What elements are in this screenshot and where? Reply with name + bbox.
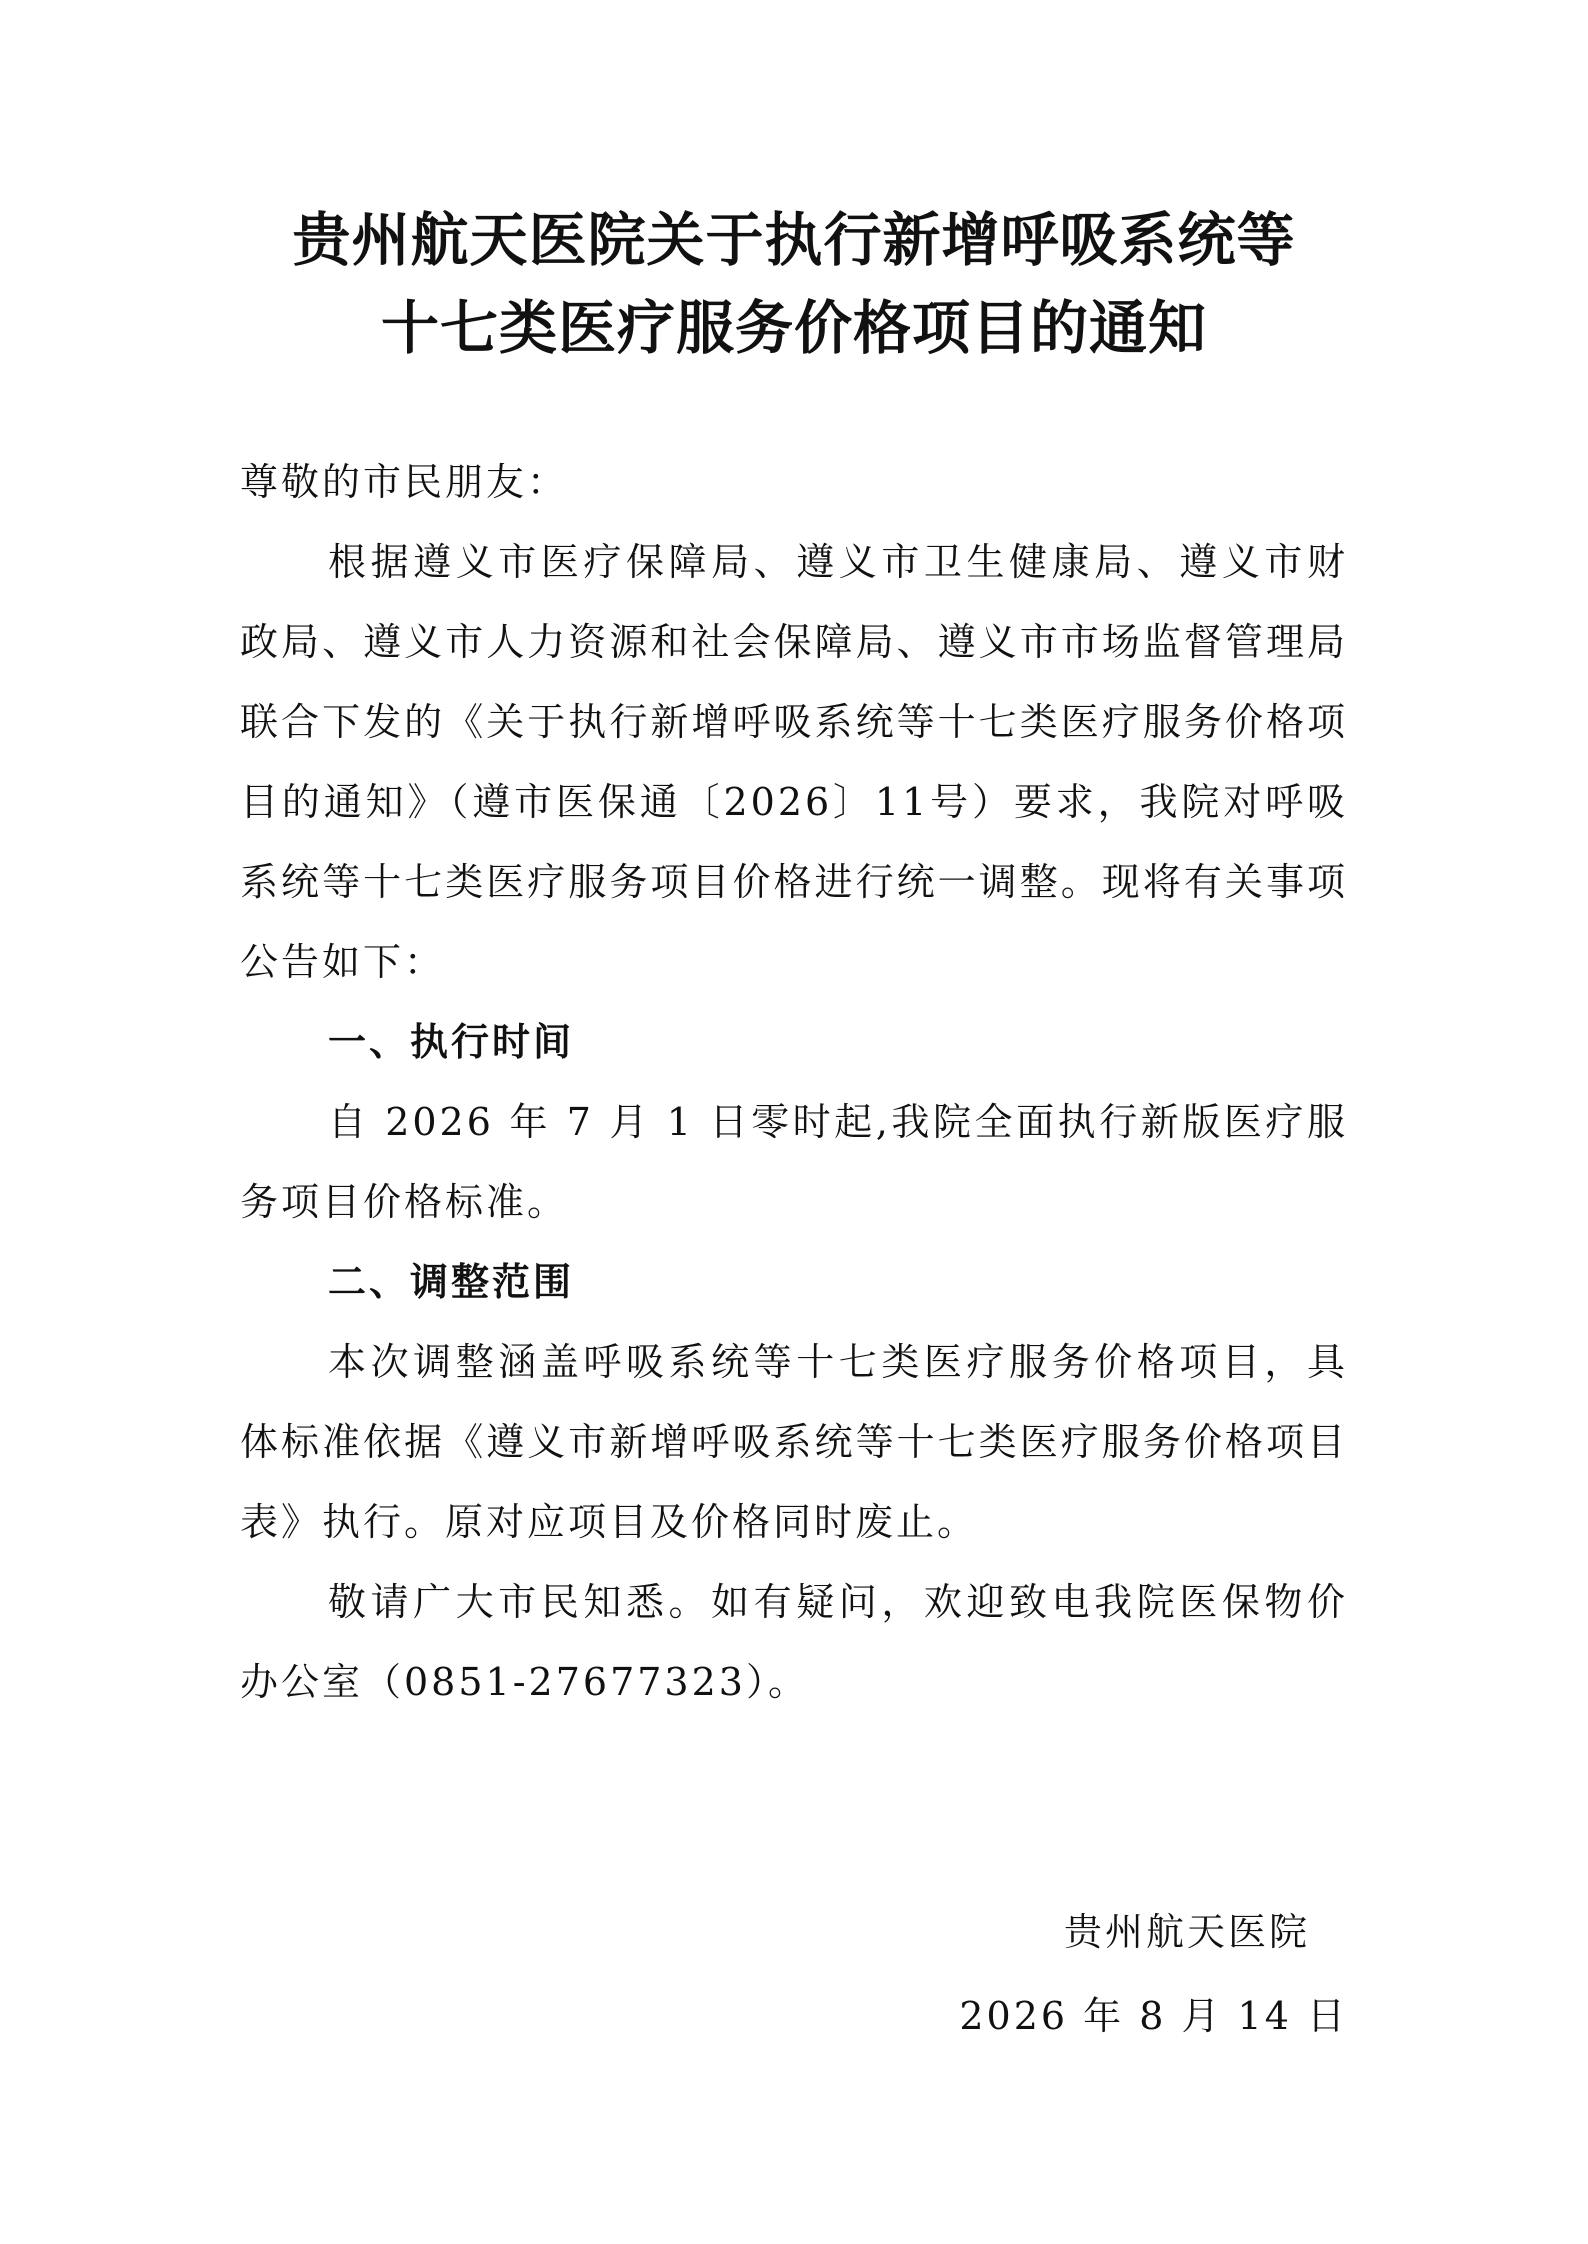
document-body [240, 442, 1348, 1722]
document-title [240, 196, 1348, 372]
section-2-paragraph: 本次调整涵盖呼吸系统等十七类医疗服务价格项目，具体标准依据《遵义市新增呼吸系统等十七类医疗服务价格项目表》执行。原对应项目及价格同时废止。 [240, 1340, 1348, 1544]
title-line-2: 十七类医疗服务价格项目的通知 [380, 294, 1207, 362]
intro-paragraph: 根据遵义市医疗保障局、遵义市卫生健康局、遵义市财政局、遵义市人力资源和社会保障局、遵义市市场监督管理局联合下发的《关于执行新增呼吸系统等十七类医疗服务价格项目的通知》（遵市医保通〔2026〕11号）要求，我院对呼吸系统等十七类医疗服务项目价格进行统一调整。现将有关事项公告如下： [240, 540, 1348, 984]
section-2-heading: 二、调整范围 [328, 1260, 575, 1304]
signature-date: 2026 年 8 月 14 日 [959, 1994, 1348, 2038]
salutation: 尊敬的市民朋友： [240, 460, 569, 504]
closing-paragraph: 敬请广大市民知悉。如有疑问，欢迎致电我院医保物价办公室（0851-27677323）。 [240, 1580, 1348, 1704]
title-line-1: 贵州航天医院关于执行新增呼吸系统等 [292, 206, 1296, 274]
section-1-heading: 一、执行时间 [328, 1020, 575, 1064]
section-1-paragraph: 自 2026 年 7 月 1 日零时起,我院全面执行新版医疗服务项目价格标准。 [240, 1100, 1348, 1224]
signature-organization: 贵州航天医院 [1063, 1910, 1310, 1954]
